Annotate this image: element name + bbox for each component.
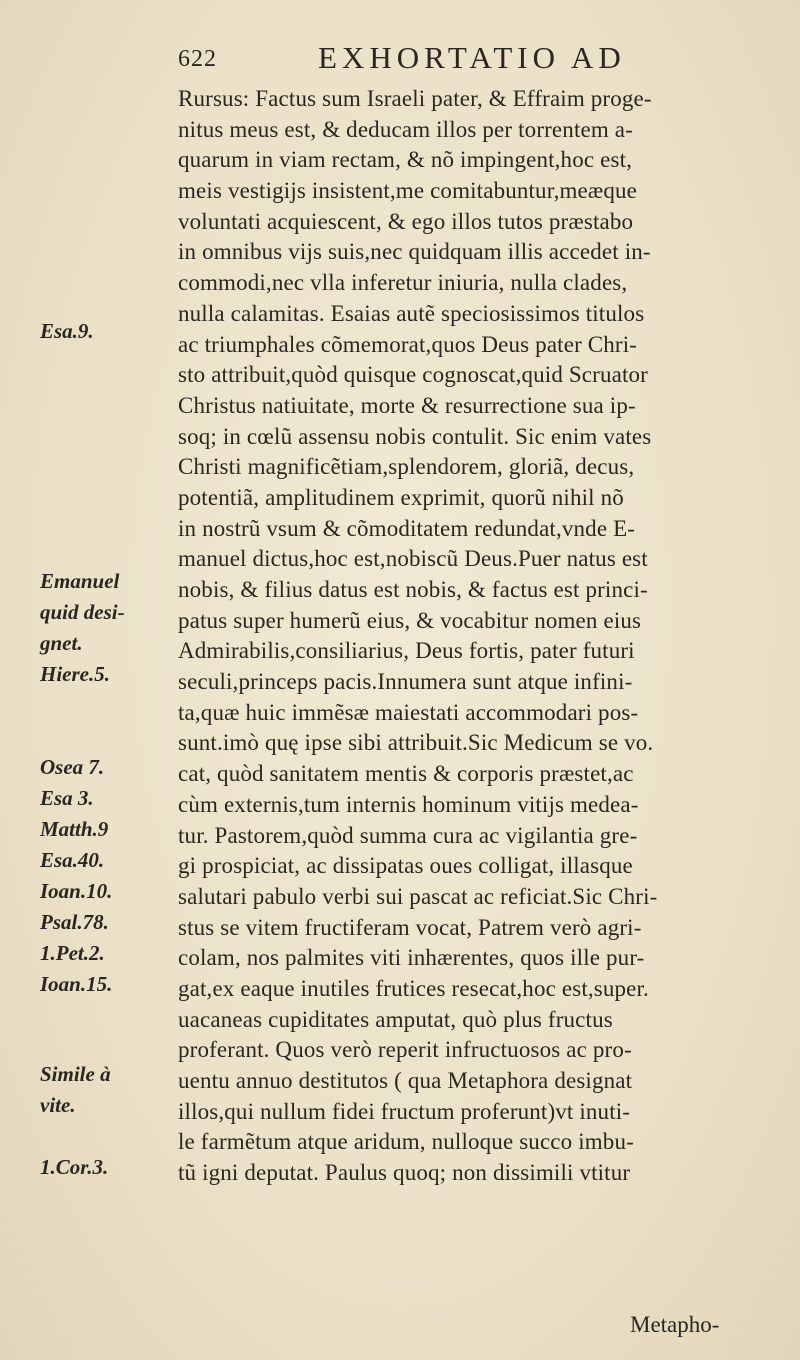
margin-note: Esa 3. [40, 786, 94, 810]
text-line: proferant. Quos verò reperit infructuosos ac pro- [178, 1037, 632, 1063]
text-line: uentu annuo destitutos ( qua Metaphora designat [178, 1068, 633, 1093]
margin-note: Matth.9 [40, 817, 109, 841]
text-line: meis vestigijs insistent,me comitabuntur,meæque [178, 178, 638, 204]
margin-note: Emanuel [40, 569, 120, 593]
margin-note: Psal.78. [40, 910, 109, 934]
margin-note: Simile à [40, 1062, 111, 1086]
main-text [178, 84, 778, 1189]
text-line: le farmẽtum atque aridum, nulloque succo imbu- [178, 1129, 634, 1155]
text-line: nulla calamitas. Esaias autẽ speciosissimos titulos [178, 300, 645, 326]
text-line: commodi,nec vlla inferetur iniuria, nulla clades, [178, 270, 628, 296]
catchword: Metapho- [630, 1312, 720, 1337]
text-line: tur. Pastorem,quòd summa cura ac vigilantia gre- [178, 822, 638, 848]
margin-note: quid desi- [40, 600, 125, 624]
text-line: soq; in cœlũ assensu nobis contulit. Sic enim vates [178, 423, 652, 449]
text-line: cùm externis,tum internis hominum vitijs medea- [178, 791, 639, 817]
text-line: voluntati acquiescent, & ego illos tutos præstabo [178, 208, 634, 234]
text-line: nitus meus est, & deducam illos per torrentem a- [178, 116, 633, 142]
text-line: manuel dictus,hoc est,nobiscũ Deus.Puer natus est [178, 546, 648, 572]
text-line: patus super humerũ eius, & vocabitur nomen eius [178, 607, 642, 633]
text-line: ta,quæ huic immẽsæ maiestati accommodari pos- [178, 699, 639, 725]
text-line: colam, nos palmites viti inhærentes, quos ille pur- [178, 945, 645, 971]
margin-note: gnet. [40, 631, 83, 655]
page-header [178, 40, 738, 80]
text-line: quarum in viam rectam, & nõ impingent,hoc est, [178, 147, 633, 173]
margin-note: Osea 7. [40, 755, 105, 779]
text-line: in omnibus vijs suis,nec quidquam illis accedet in- [178, 239, 651, 265]
text-line: sunt.imò quę ipse sibi attribuit.Sic Medicum se vo. [178, 730, 654, 756]
text-line: seculi,princeps pacis.Innumera sunt atque infini- [178, 669, 633, 695]
margin-notes [40, 0, 170, 1360]
text-line: salutari pabulo verbi sui pascat ac reficiat.Sic Chri- [178, 883, 658, 909]
margin-note: Esa.9. [40, 319, 94, 343]
text-line: sto attribuit,quòd quisque cognoscat,quid Scruator [178, 362, 648, 388]
running-head: EXHORTATIO AD [318, 40, 626, 75]
text-line: gi prospiciat, ac dissipatas oues colligat, illasque [178, 853, 633, 879]
text-line: tũ igni deputat. Paulus quoq; non dissimili vtitur [178, 1160, 631, 1186]
text-line: in nostrũ vsum & cõmoditatem redundat,vnde E- [178, 515, 636, 541]
text-line: cat, quòd sanitatem mentis & corporis præstet,ac [178, 761, 634, 787]
text-line: nobis, & filius datus est nobis, & factus est princi- [178, 577, 648, 602]
text-line: Rursus: Factus sum Israeli pater, & Effraim proge- [178, 86, 652, 111]
margin-note: Ioan.10. [40, 879, 113, 903]
margin-note: 1.Cor.3. [40, 1155, 109, 1179]
text-line: gat,ex eaque inutiles frutices resecat,hoc est,super. [178, 975, 649, 1001]
page-number: 622 [178, 46, 217, 72]
margin-note: 1.Pet.2. [40, 941, 105, 965]
text-line: potentiã, amplitudinem exprimit, quorũ nihil nõ [178, 484, 624, 510]
text-line: Admirabilis,consiliarius, Deus fortis, pater futuri [178, 638, 635, 664]
margin-note: Hiere.5. [40, 662, 110, 686]
margin-note: vite. [40, 1093, 76, 1117]
text-line: ac triumphales cõmemorat,quos Deus pater Chri- [178, 331, 638, 357]
text-line: Christus natiuitate, morte & resurrectione sua ip- [178, 392, 636, 418]
margin-note: Ioan.15. [40, 972, 113, 996]
text-line: illos,qui nullum fidei fructum proferunt)vt inuti- [178, 1098, 631, 1124]
text-line: stus se vitem fructiferam vocat, Patrem verò agri- [178, 914, 642, 940]
text-line: uacaneas cupiditates amputat, quò plus fructus [178, 1006, 613, 1032]
text-line: Christi magnificẽtiam,splendorem, gloriã, decus, [178, 454, 635, 480]
margin-note: Esa.40. [40, 848, 105, 872]
